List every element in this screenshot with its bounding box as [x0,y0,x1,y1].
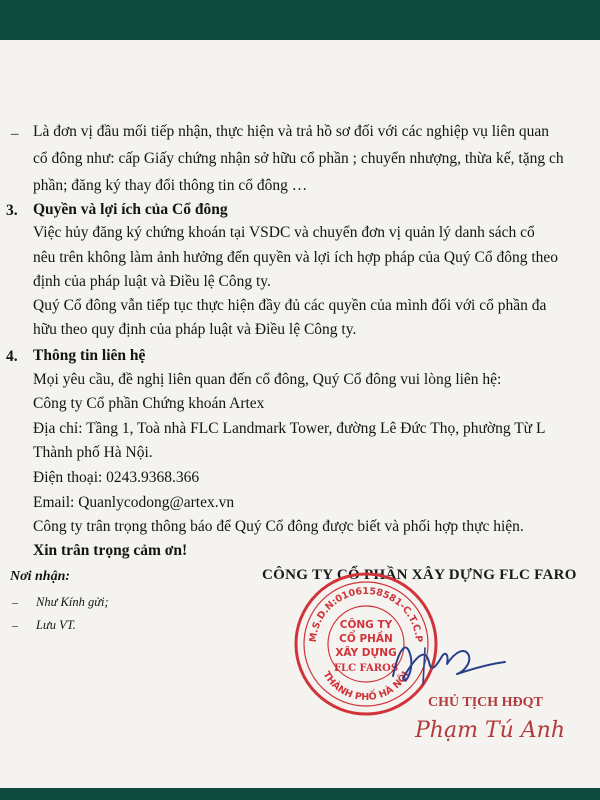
section-3-p1-line-2: nêu trên không làm ảnh hưởng đến quyền và lợi ích hợp pháp của Quý Cổ đông theo [33,249,559,266]
signatory-name: Phạm Tú Anh [415,718,566,743]
recipient-item: Lưu VT. [36,618,76,632]
seal-ring-bottom-text: THÀNH PHỐ HÀ NỘI [320,669,412,704]
section-4-intro: Mọi yêu cầu, đề nghị liên quan đến cổ đông, Quý Cổ đông vui lòng liên hệ: [33,371,502,388]
section-3-p1-line-1: Việc hủy đăng ký chứng khoán tại VSDC và chuyển đơn vị quản lý danh sách cổ [33,224,535,241]
section-4-phone: Điện thoại: 0243.9368.366 [33,469,200,486]
section-4-email: Email: Quanlycodong@artex.vn [33,494,235,511]
recipients-label: Nơi nhận: [10,569,71,584]
seal-center-line-4: FLC FAROS [333,663,399,674]
section-4-heading: Thông tin liên hệ [33,347,146,364]
section-4-address-line-2: Thành phố Hà Nội. [33,444,153,461]
section-4-address-line-1: Địa chỉ: Tầng 1, Toà nhà FLC Landmark Tower, đường Lê Đức Thọ, phường Từ L [33,420,546,437]
section-3-p2-line-1: Quý Cổ đông vẫn tiếp tục thực hiện đầy đủ các quyền của mình đối với cổ phần đa [33,297,547,314]
section-4-number: 4. [6,348,18,365]
recipient-dash: – [12,595,18,609]
seal-center-line-1: CÔNG TY [339,619,393,631]
recipient-dash: – [12,618,18,632]
bullet-line-2: cổ đông như: cấp Giấy chứng nhận sở hữu cổ phần ; chuyển nhượng, thừa kế, tặng ch [33,150,564,167]
bottom-dark-band [0,788,600,800]
recipient-item: Như Kính gửi; [36,595,109,609]
document-page [0,40,600,788]
section-3-heading: Quyền và lợi ích của Cổ đông [33,201,228,218]
handwritten-signature [385,628,515,698]
seal-center-line-2: CỔ PHẦN [339,633,393,645]
section-3-p2-line-2: hữu theo quy định của pháp luật và Điều lệ Công ty. [33,321,357,338]
thanks-line: Xin trân trọng cảm ơn! [33,542,188,559]
section-4-notice: Công ty trân trọng thông báo để Quý Cổ đông được biết và phối hợp thực hiện. [33,518,524,535]
signatory-title: CHỦ TỊCH HĐQT [428,695,543,710]
section-4-company: Công ty Cổ phần Chứng khoán Artex [33,395,265,412]
seal-ring-top-text: M.S.D.N:0106158581-C.T.C.P [307,585,425,643]
bullet-line-3: phần; đăng ký thay đổi thông tin cổ đông … [33,177,308,194]
section-3-number: 3. [6,202,18,219]
section-3-p1-line-3: định của pháp luật và Điều lệ Công ty. [33,273,271,290]
issuing-company-name: CÔNG TY CỔ PHẦN XÂY DỰNG FLC FARO [262,567,577,583]
top-dark-band [0,0,600,40]
bullet-dash: – [11,126,19,142]
bullet-line-1: Là đơn vị đầu mối tiếp nhận, thực hiện và trả hồ sơ đối với các nghiệp vụ liên quan [33,123,549,140]
seal-center-line-3: XÂY DỰNG [335,647,397,659]
